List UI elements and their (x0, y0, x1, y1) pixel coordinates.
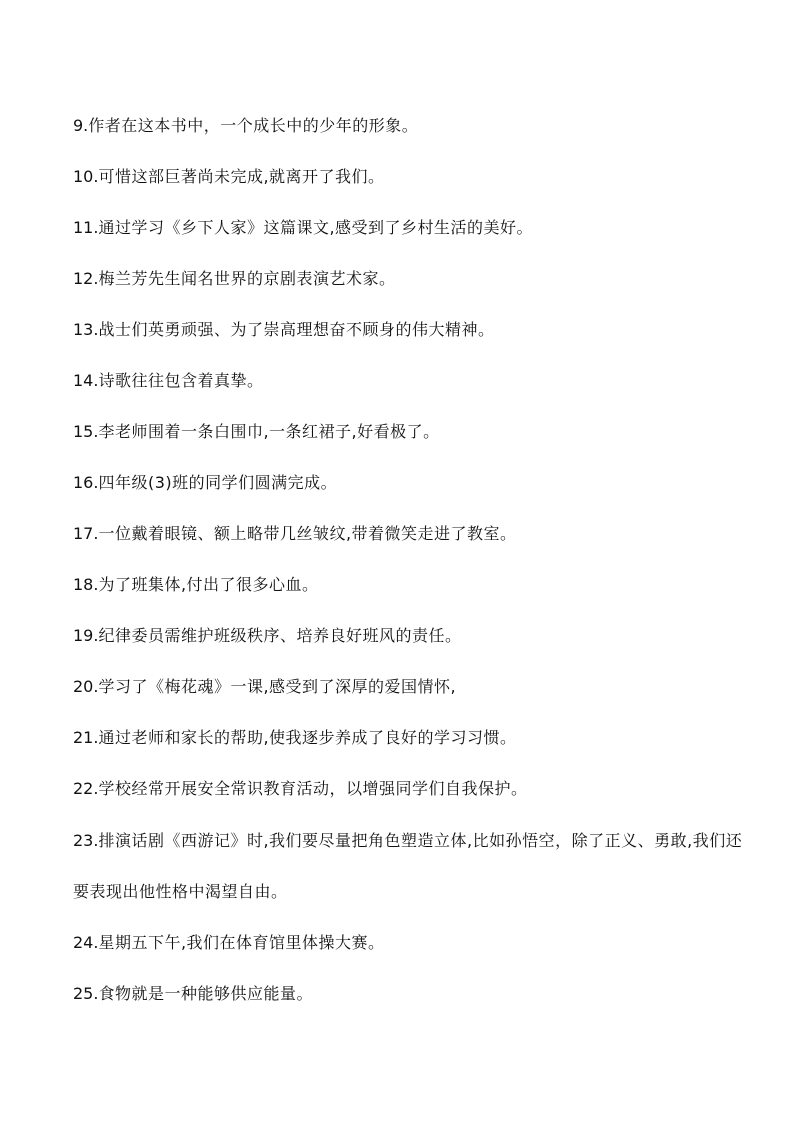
sentence-text: 星期五下午,我们在体育馆里体操大赛。 (98, 933, 385, 952)
sentence-item (73, 369, 753, 393)
sentence-number: 11. (73, 218, 99, 237)
sentence-number: 18. (73, 575, 99, 594)
sentence-item (73, 931, 753, 955)
sentence-text: 一位戴着眼镜、额上略带几丝皱纹,带着微笑走进了教室。 (98, 524, 517, 543)
sentence-number: 25. (73, 984, 99, 1003)
sentence-item (73, 216, 753, 240)
sentence-number: 13. (73, 320, 99, 339)
sentence-text: 学校经常开展安全常识教育活动，以增强同学们自我保护。 (98, 779, 528, 798)
sentence-text: 梅兰芳先生闻名世界的京剧表演艺术家。 (98, 269, 396, 288)
sentence-number: 15. (73, 422, 99, 441)
sentence-number: 19. (73, 626, 99, 645)
sentence-item (73, 471, 753, 495)
sentence-number: 17. (73, 524, 99, 543)
sentence-list (73, 114, 753, 1033)
sentence-number: 21. (73, 728, 99, 747)
sentence-number: 14. (73, 371, 99, 390)
sentence-text: 排演话剧《西游记》时,我们要尽量把角色塑造立体,比如孙悟空，除了正义、勇敢,我们还要表现出他性格中渴望自由。 (73, 831, 743, 901)
sentence-item (73, 624, 753, 648)
sentence-number: 24. (73, 933, 99, 952)
sentence-text: 可惜这部巨著尚未完成,就离开了我们。 (98, 167, 385, 186)
sentence-item (73, 420, 753, 444)
sentence-item (73, 777, 753, 801)
sentence-number: 9. (73, 116, 89, 135)
sentence-text: 诗歌往往包含着真挚。 (98, 371, 264, 390)
sentence-text: 通过老师和家长的帮助,使我逐步养成了良好的学习习惯。 (98, 728, 517, 747)
sentence-item (73, 522, 753, 546)
sentence-item (73, 726, 753, 750)
sentence-text: 学习了《梅花魂》一课,感受到了深厚的爱国情怀, (98, 677, 457, 696)
sentence-item (73, 675, 753, 699)
sentence-text: 战士们英勇顽强、为了崇高理想奋不顾身的伟大精神。 (98, 320, 495, 339)
sentence-text: 李老师围着一条白围巾,一条红裙子,好看极了。 (98, 422, 440, 441)
sentence-item (73, 318, 753, 342)
sentence-text: 通过学习《乡下人家》这篇课文,感受到了乡村生活的美好。 (98, 218, 534, 237)
sentence-item (73, 815, 753, 917)
sentence-number: 16. (73, 473, 99, 492)
sentence-text: 四年级(3)班的同学们圆满完成。 (98, 473, 338, 492)
sentence-text: 纪律委员需维护班级秩序、培养良好班风的责任。 (98, 626, 462, 645)
sentence-item (73, 573, 753, 597)
sentence-number: 20. (73, 677, 99, 696)
sentence-number: 12. (73, 269, 99, 288)
sentence-item (73, 165, 753, 189)
sentence-item (73, 114, 753, 138)
sentence-number: 22. (73, 779, 99, 798)
sentence-number: 23. (73, 831, 99, 850)
sentence-item (73, 267, 753, 291)
sentence-text: 食物就是一种能够供应能量。 (98, 984, 313, 1003)
sentence-text: 作者在这本书中，一个成长中的少年的形象。 (88, 116, 419, 135)
sentence-number: 10. (73, 167, 99, 186)
sentence-text: 为了班集体,付出了很多心血。 (98, 575, 319, 594)
sentence-item (73, 982, 753, 1006)
